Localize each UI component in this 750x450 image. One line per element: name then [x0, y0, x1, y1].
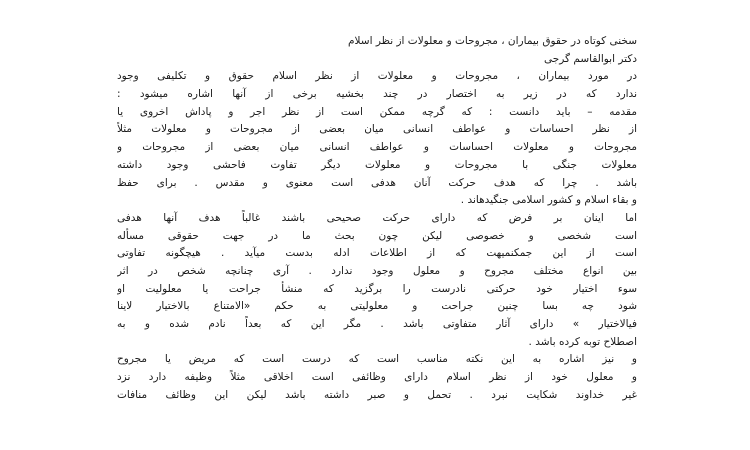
text-line: سوء اختیار خود حرکتی نادرست را برگزید که منشأ جراحت یا معلولیت او: [117, 282, 637, 295]
text-line: اما اینان بر فرض که دارای حرکت صحیحی باشند غالباً هدف آنها هدفی: [117, 211, 637, 224]
text-line: فیالاختیار » دارای آثار متفاوتی باشد . مگر این که بعداً نادم شده و به: [117, 318, 637, 330]
text-line: باشد . چرا که هدف حرکت آنان هدفی است معنوی و مقدس . برای حفظ: [117, 176, 637, 189]
article-title: سخنی کوتاه در حقوق بیماران ، مجروحات و معلولات از نظر اسلام: [348, 35, 637, 47]
author-name: دکتر ابوالقاسم گرجی: [543, 52, 637, 65]
article-text: [117, 33, 637, 404]
text-line: اصطلاح توبه کرده باشد .: [528, 335, 637, 348]
text-line: و معلول خود از نظر اسلام دارای وظائفی است اخلاقی مثلاً وظیفه دارد نزد: [117, 371, 637, 384]
text-line: معلولات جنگی با مجروحات و معلولات دیگر تفاوت فاحشی وجود داشته: [117, 158, 637, 171]
text-line: بین انواع مختلف مجروح و معلول وجود ندارد . آری چنانچه شخص در اثر: [117, 264, 637, 277]
text-line: است شخصی و خصوصی لیکن چون بحث ما در جهت حقوقی مسأله: [117, 229, 637, 242]
text-line: ندارد که در زیر به اختصار در چند بخشیه برخی از آنها اشاره میشود :: [117, 88, 637, 101]
text-line: شود چه بسا چنین جراحت و معلولیتی به حکم «الامتناع بالاختیار لاینا: [117, 300, 637, 313]
text-line: از نظر احساسات و عواطف انسانی میان بعضی از مجروحات و معلولات مثلاً: [117, 123, 637, 136]
text-line: و بقاء اسلام و کشور اسلامی جنگیدهاند .: [460, 194, 637, 207]
text-line: در مورد بیماران ، مجروحات و معلولات از نظر اسلام حقوق و تکلیفی وجود: [117, 70, 637, 83]
text-line: مجروحات و معلولات احساسات و عواطف انسانی میان بعضی از مجروحات و: [117, 141, 637, 154]
text-line: است از این جمکنمیهت که از اطلاعات ادله بدست میآید . هیچگونه تفاوتی: [117, 247, 637, 260]
text-line: مقدمه – باید دانست : که گرچه ممکن است از نظر اجر و پاداش اخروی یا: [117, 105, 637, 118]
text-line: غیر خداوند شکایت نبرد . تحمل و صبر داشته باشد لیکن این وظائف منافات: [117, 388, 637, 401]
text-line: و نیز اشاره به این نکته مناسب است که درست است که مریض یا مجروح: [117, 353, 637, 366]
